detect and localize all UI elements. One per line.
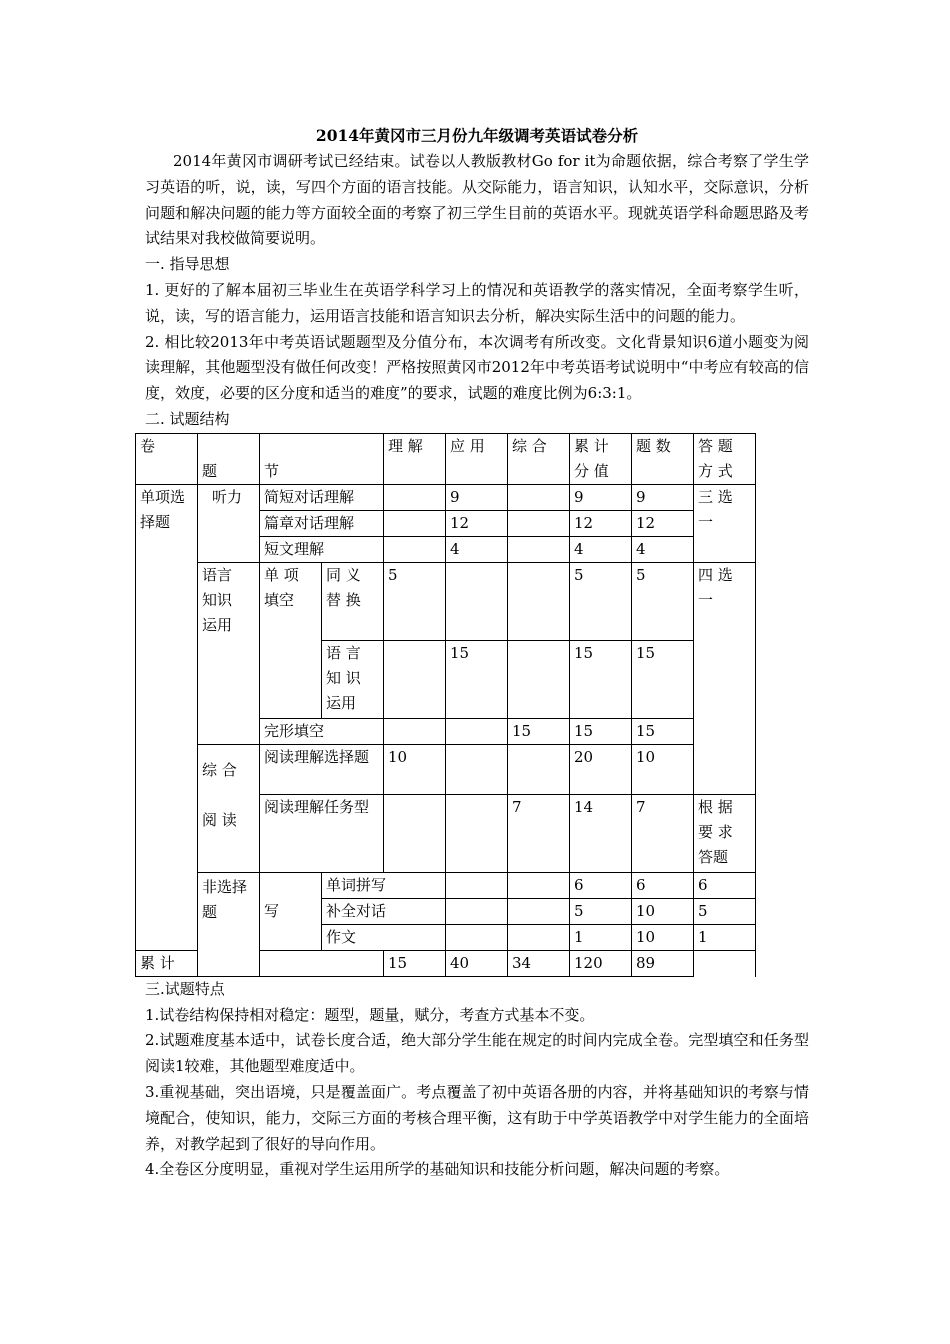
empty-cell <box>508 562 570 640</box>
total-label: 累 计 <box>136 950 198 976</box>
row-name: 篇章对话理解 <box>260 510 384 536</box>
row-leiji: 5 <box>570 562 632 640</box>
document-page <box>140 124 809 1183</box>
section3-item: 1.试卷结构保持相对稳定：题型，题量，赋分，考查方式基本不变。 <box>145 1005 595 1024</box>
row-yingyong: 4 <box>446 536 508 562</box>
empty-cell <box>384 718 446 744</box>
row-tishu: 15 <box>632 640 694 718</box>
empty-cell <box>384 510 446 536</box>
row-name: 短文理解 <box>260 536 384 562</box>
empty-cell <box>446 794 508 872</box>
row-tishu: 5 <box>632 562 694 640</box>
section3-item: 4.全卷区分度明显，重视对学生运用所学的基础知识和技能分析问题，解决问题的考察。 <box>145 1160 730 1179</box>
header-leiji-fenzhi: 累 计 分 值 <box>570 433 632 484</box>
structure-table <box>135 433 756 977</box>
group-yuyan-line: 语言 <box>202 565 233 584</box>
row-tishu: 5 <box>694 898 756 924</box>
row-zonghe: 7 <box>508 794 570 872</box>
group-yuedu-line: 阅 读 <box>202 810 237 829</box>
sub-yuyan: 语 言 知 识 运用 <box>322 640 384 718</box>
section3-heading: 三.试题特点 <box>145 979 225 998</box>
empty-cell <box>508 744 570 794</box>
group-yuyan <box>198 562 260 744</box>
total-yingyong: 40 <box>446 950 508 976</box>
section3-item: 2.试题难度基本适中，试卷长度合适，绝大部分学生能在规定的时间内完成全卷。完型填空和任务型阅读1较难，其他题型难度适中。 <box>145 1031 809 1076</box>
table-row <box>136 744 756 794</box>
table-header-row <box>136 433 756 484</box>
row-name: 阅读理解选择题 <box>260 744 384 794</box>
row-yingyong: 12 <box>446 510 508 536</box>
total-zonghe: 34 <box>508 950 570 976</box>
row-tishu: 4 <box>632 536 694 562</box>
empty-cell <box>384 536 446 562</box>
row-zonghe: 15 <box>508 718 570 744</box>
empty-cell <box>446 924 508 950</box>
row-leiji: 15 <box>570 640 632 718</box>
empty-cell <box>446 718 508 744</box>
table-row <box>136 484 756 510</box>
group-xie: 写 <box>260 872 322 950</box>
row-leiji: 10 <box>632 898 694 924</box>
row-name: 作文 <box>322 924 446 950</box>
empty-cell <box>508 872 570 898</box>
row-tishu: 12 <box>632 510 694 536</box>
row-yingyong: 15 <box>446 640 508 718</box>
group-yuedu <box>198 744 260 872</box>
row-leiji: 10 <box>632 924 694 950</box>
answer-method-2: 四 选 一 <box>694 562 756 794</box>
row-tishu: 1 <box>694 924 756 950</box>
empty-cell <box>384 640 446 718</box>
row-leiji: 20 <box>570 744 632 794</box>
header-dati-fangshi: 答 题 方 式 <box>694 433 756 484</box>
section2-heading: 二. 试题结构 <box>145 409 230 428</box>
answer-method-1: 三 选 一 <box>694 484 756 562</box>
row-tishu: 10 <box>632 744 694 794</box>
empty-cell <box>446 898 508 924</box>
row-tishu: 15 <box>632 718 694 744</box>
sub-danxiang: 单 项 填空 <box>260 562 322 718</box>
row-leiji: 14 <box>570 794 632 872</box>
row-name: 单词拼写 <box>322 872 446 898</box>
intro-paragraph: 2014年黄冈市调研考试已经结束。试卷以人教版教材Go for it为命题依据，综合考察了学生学习英语的听，说，读，写四个方面的语言技能。从交际能力，语言知识，认知水平，交际意识，分析问题和解决问题的能力等方面较全面的考察了初三学生目前的英语水平。现就英语学科命题思路及考试结果对我校做简要说明。 <box>145 152 809 248</box>
row-name: 补全对话 <box>322 898 446 924</box>
section1-paragraph-2: 2. 相比较2013年中考英语试题题型及分值分布，本次调考有所改变。文化背景知识6道小题变为阅读理解，其他题型没有做任何改变！严格按照黄冈市2012年中考英语考试说明中“中考应有较高的信度，效度，必要的区分度和适当的难度”的要求，试题的难度比例为6:3:1。 <box>145 332 809 403</box>
section1-heading: 一. 指导思想 <box>145 255 230 274</box>
answer-method-3: 根 据 要 求 答题 <box>694 794 756 872</box>
row-tishu: 7 <box>632 794 694 872</box>
row-tishu: 9 <box>632 484 694 510</box>
section3-item: 3.重视基础，突出语境，只是覆盖面广。考点覆盖了初中英语各册的内容，并将基础知识的考察与情境配合，使知识，能力，交际三方面的考核合理平衡，这有助于中学英语教学中对学生能力的全面培养，对教学起到了很好的导向作用。 <box>145 1082 809 1153</box>
sub-tongyi: 同 义 替 换 <box>322 562 384 640</box>
header-tishu: 题 数 <box>632 433 694 484</box>
row-yingyong: 9 <box>446 484 508 510</box>
row-name: 完形填空 <box>260 718 384 744</box>
total-tishu: 89 <box>632 950 694 976</box>
group-yuyan-line: 运用 <box>202 615 233 634</box>
group-yuedu-line: 综 合 <box>202 760 237 779</box>
header-lijie: 理 解 <box>384 433 446 484</box>
juan-single-choice: 单项选择题 <box>136 484 198 950</box>
empty-cell <box>384 794 446 872</box>
total-lijie: 15 <box>384 950 446 976</box>
row-leiji: 15 <box>570 718 632 744</box>
table-row <box>136 562 756 640</box>
empty-cell <box>508 510 570 536</box>
row-zonghe: 6 <box>570 872 632 898</box>
header-juan: 卷 <box>136 433 198 484</box>
row-leiji: 12 <box>570 510 632 536</box>
row-tishu: 6 <box>694 872 756 898</box>
empty-cell <box>508 536 570 562</box>
row-leiji: 9 <box>570 484 632 510</box>
total-leiji: 120 <box>570 950 632 976</box>
row-leiji: 4 <box>570 536 632 562</box>
header-yingyong: 应 用 <box>446 433 508 484</box>
header-jie: 节 <box>260 433 384 484</box>
empty-cell <box>446 744 508 794</box>
group-tingli: 听力 <box>198 484 260 562</box>
empty-cell <box>508 640 570 718</box>
empty-cell <box>384 484 446 510</box>
row-name: 简短对话理解 <box>260 484 384 510</box>
empty-cell <box>446 562 508 640</box>
row-leiji: 6 <box>632 872 694 898</box>
empty-cell <box>508 924 570 950</box>
row-name: 阅读理解任务型 <box>260 794 384 872</box>
juan-non-choice: 非选择题 <box>198 872 260 976</box>
header-zonghe: 综 合 <box>508 433 570 484</box>
row-lijie: 5 <box>384 562 446 640</box>
group-yuyan-line: 知识 <box>202 590 233 609</box>
document-title: 2014年黄冈市三月份九年级调考英语试卷分析 <box>315 126 639 145</box>
row-zonghe: 5 <box>570 898 632 924</box>
empty-cell <box>260 950 384 976</box>
empty-cell <box>508 898 570 924</box>
empty-cell <box>446 872 508 898</box>
empty-cell <box>508 484 570 510</box>
table-row <box>136 872 756 898</box>
row-zonghe: 1 <box>570 924 632 950</box>
row-lijie: 10 <box>384 744 446 794</box>
header-ti: 题 <box>198 433 260 484</box>
section1-paragraph-1: 1. 更好的了解本届初三毕业生在英语学科学习上的情况和英语教学的落实情况，全面考察学生听，说，读，写的语言能力，运用语言技能和语言知识去分析，解决实际生活中的问题的能力。 <box>145 280 809 325</box>
